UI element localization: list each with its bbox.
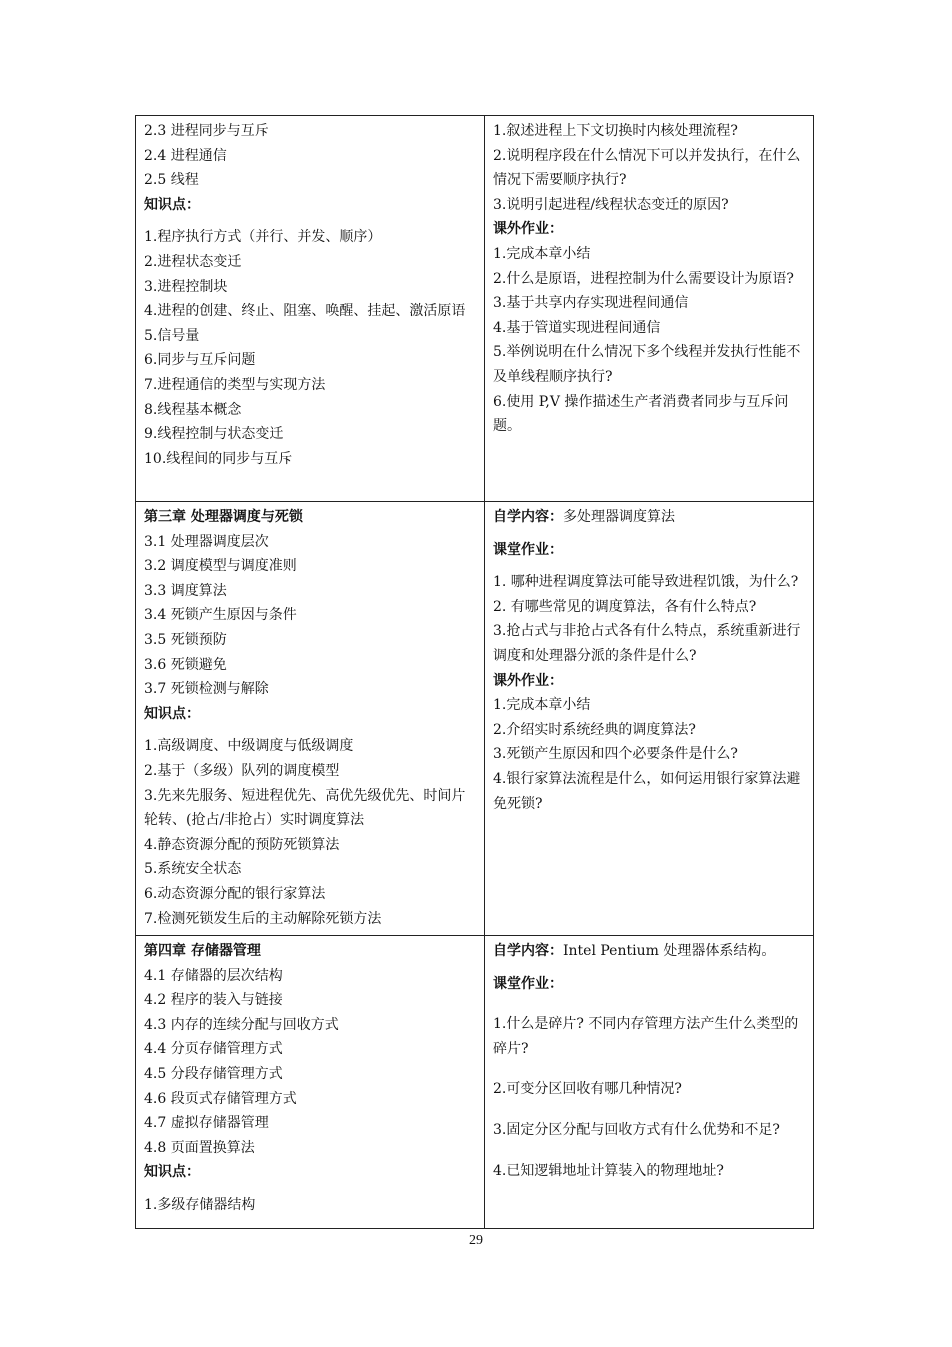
section-line: 3.4 死锁产生原因与条件 (144, 607, 297, 624)
knowledge-point: 9.线程控制与状态变迁 (144, 426, 284, 443)
section-line: 4.7 虚拟存储器管理 (144, 1115, 269, 1132)
self-study-text: Intel Pentium 处理器体系结构。 (563, 943, 776, 959)
section-line: 2.5 线程 (144, 172, 199, 189)
knowledge-point: 5.系统安全状态 (144, 861, 242, 878)
class-question: 1. 哪种进程调度算法可能导致进程饥饿，为什么? (493, 574, 799, 591)
chapter2-topics-cell (136, 116, 485, 502)
table-row-chapter4 (136, 936, 814, 1229)
knowledge-points-heading: 知识点： (144, 1164, 200, 1181)
knowledge-point: 7.进程通信的类型与实现方法 (144, 376, 326, 393)
chapter4-assignments-cell (485, 936, 814, 1229)
knowledge-point: 6.同步与互斥问题 (144, 352, 256, 369)
chapter3-assignments-cell (485, 502, 814, 936)
homework-item: 4.银行家算法流程是什么，如何运用银行家算法避免死锁? (493, 770, 801, 812)
knowledge-point: 1.程序执行方式（并行、并发、顺序） (144, 229, 382, 246)
class-question: 4.已知逻辑地址计算装入的物理地址? (493, 1162, 724, 1179)
class-question: 2.可变分区回收有哪几种情况? (493, 1081, 682, 1098)
class-question: 1.什么是碎片? 不同内存管理方法产生什么类型的碎片? (493, 1016, 799, 1057)
knowledge-point: 4.进程的创建、终止、阻塞、唤醒、挂起、激活原语 (144, 303, 466, 320)
section-line: 4.8 页面置换算法 (144, 1139, 255, 1156)
class-question: 2. 有哪些常见的调度算法，各有什么特点? (493, 598, 757, 615)
knowledge-point: 2.进程状态变迁 (144, 253, 242, 270)
class-question: 3.说明引起进程/线程状态变迁的原因? (493, 196, 729, 213)
homework-item: 1.完成本章小结 (493, 697, 591, 714)
knowledge-point: 1.多级存储器结构 (144, 1196, 256, 1213)
knowledge-points-heading: 知识点： (144, 705, 200, 722)
classwork-heading: 课堂作业： (493, 541, 563, 558)
section-line: 4.6 段页式存储管理方式 (144, 1090, 297, 1107)
knowledge-point: 5.信号量 (144, 327, 200, 344)
section-line: 3.7 死锁检测与解除 (144, 681, 269, 698)
class-question: 3.抢占式与非抢占式各有什么特点，系统重新进行调度和处理器分派的条件是什么? (493, 623, 801, 664)
homework-item: 2.什么是原语，进程控制为什么需要设计为原语? (493, 270, 794, 287)
self-study-line (493, 939, 807, 964)
knowledge-point: 8.线程基本概念 (144, 401, 242, 418)
syllabus-table (135, 115, 814, 1229)
knowledge-point: 2.基于（多级）队列的调度模型 (144, 762, 340, 779)
homework-heading: 课外作业： (493, 221, 563, 238)
class-question: 3.固定分区分配与回收方式有什么优势和不足? (493, 1121, 780, 1138)
chapter2-assignments-cell (485, 116, 814, 502)
self-study-heading: 自学内容： (493, 943, 563, 959)
knowledge-point: 4.静态资源分配的预防死锁算法 (144, 836, 340, 853)
classwork-heading: 课堂作业： (493, 975, 563, 992)
homework-heading: 课外作业： (493, 672, 563, 689)
knowledge-point: 3.进程控制块 (144, 278, 228, 295)
knowledge-point: 3.先来先服务、短进程优先、高优先级优先、时间片轮转、(抢占/非抢占）实时调度算法 (144, 787, 466, 829)
section-line: 4.1 存储器的层次结构 (144, 967, 283, 984)
homework-item: 5.举例说明在什么情况下多个线程并发执行性能不及单线程顺序执行? (493, 344, 801, 385)
section-line: 3.2 调度模型与调度准则 (144, 558, 297, 575)
homework-item: 3.基于共享内存实现进程间通信 (493, 295, 689, 312)
homework-item: 4.基于管道实现进程间通信 (493, 319, 661, 336)
homework-item: 1.完成本章小结 (493, 245, 591, 262)
section-line: 3.5 死锁预防 (144, 631, 227, 648)
page-number: 29 (469, 1233, 483, 1248)
section-line: 4.5 分段存储管理方式 (144, 1065, 283, 1082)
chapter-title: 第三章 处理器调度与死锁 (144, 509, 303, 525)
chapter3-topics-cell (136, 502, 485, 936)
section-line: 2.4 进程通信 (144, 147, 227, 164)
section-line: 4.2 程序的装入与链接 (144, 992, 283, 1009)
table-row-chapter3 (136, 502, 814, 936)
knowledge-points-heading: 知识点： (144, 196, 200, 213)
knowledge-point: 10.线程间的同步与互斥 (144, 450, 293, 467)
chapter-title: 第四章 存储器管理 (144, 943, 261, 959)
class-question: 2.说明程序段在什么情况下可以并发执行，在什么情况下需要顺序执行? (493, 147, 801, 189)
homework-item: 2.介绍实时系统经典的调度算法? (493, 721, 696, 738)
section-line: 4.3 内存的连续分配与回收方式 (144, 1016, 339, 1033)
self-study-heading: 自学内容： (493, 509, 563, 525)
chapter4-topics-cell (136, 936, 485, 1229)
knowledge-point: 7.检测死锁发生后的主动解除死锁方法 (144, 910, 382, 927)
homework-item: 3.死锁产生原因和四个必要条件是什么? (493, 746, 738, 763)
class-question: 1.叙述进程上下文切换时内核处理流程? (493, 123, 738, 139)
table-row-chapter2 (136, 116, 814, 502)
knowledge-point: 1.高级调度、中级调度与低级调度 (144, 738, 354, 755)
section-line: 2.3 进程同步与互斥 (144, 123, 269, 139)
section-line: 4.4 分页存储管理方式 (144, 1041, 283, 1058)
section-line: 3.3 调度算法 (144, 582, 227, 599)
section-line: 3.1 处理器调度层次 (144, 533, 269, 550)
section-line: 3.6 死锁避免 (144, 656, 227, 673)
homework-item: 6.使用 P,V 操作描述生产者消费者同步与互斥问题。 (493, 393, 789, 435)
self-study-line (493, 505, 807, 530)
self-study-text: 多处理器调度算法 (563, 509, 675, 525)
knowledge-point: 6.动态资源分配的银行家算法 (144, 885, 326, 902)
